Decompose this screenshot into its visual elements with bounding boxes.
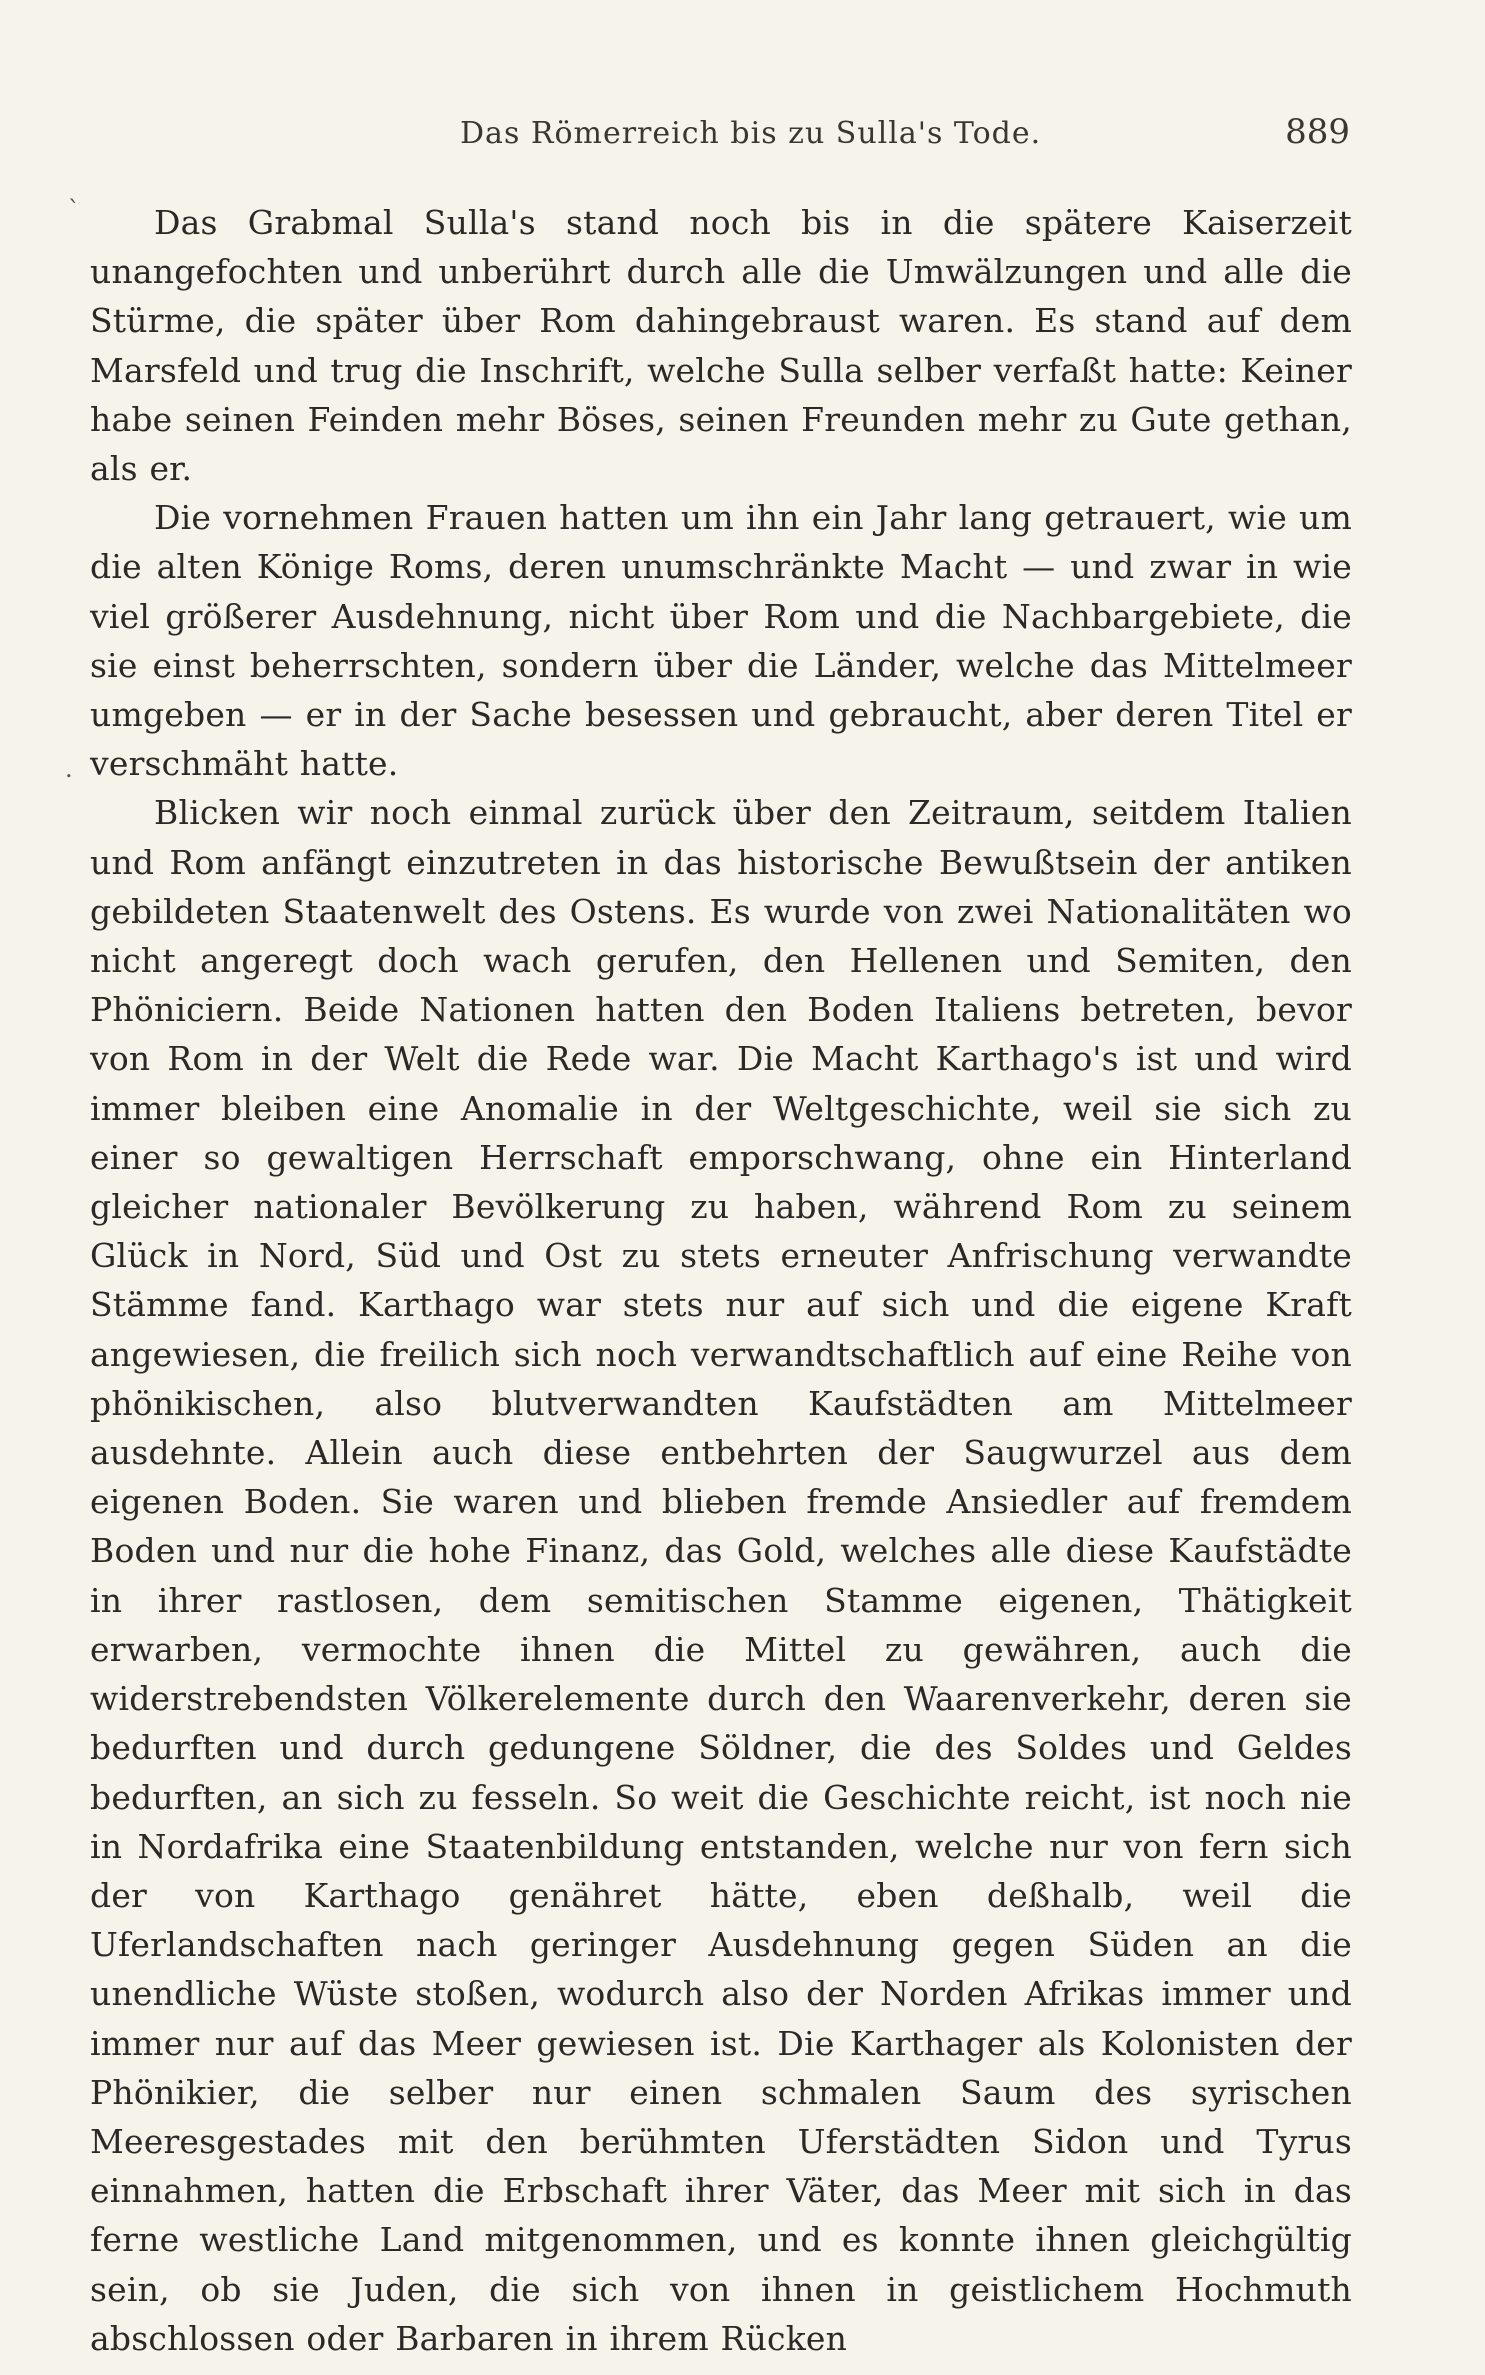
body-text <box>90 198 1352 2363</box>
page-header <box>90 112 1350 172</box>
page-number: 889 <box>1285 112 1350 152</box>
paragraph-mourning: Die vornehmen Frauen hatten um ihn ein Jahr lang getrauert, wie um die alten Könige Roms, deren unumschränkte Macht — und zwar in wie viel größerer Ausdehnung, nicht über Rom und die Nachbargebiete, die sie einst beherrschten, sondern über die Länder, welche das Mittelmeer umgeben — er in der Sache besessen und gebraucht, aber deren Titel er verschmäht hatte. <box>90 498 1352 784</box>
running-head: Das Römerreich bis zu Sulla's Tode. <box>460 116 1042 151</box>
margin-mark: . <box>65 755 73 783</box>
margin-mark: ˋ <box>68 196 80 224</box>
paragraph-retrospect: Blicken wir noch einmal zurück über den Zeitraum, seitdem Italien und Rom anfängt einzutreten in das historische Bewußtsein der antiken gebildeten Staatenwelt des Ostens. Es wurde von zwei Nationalitäten wo nicht angeregt doch wach gerufen, den Hellenen und Semiten, den Phöniciern. Beide Nationen hatten den Boden Italiens betreten, bevor von Rom in der Welt die Rede war. Die Macht Karthago's ist und wird immer bleiben eine Anomalie in der Weltgeschichte, weil sie sich zu einer so gewaltigen Herrschaft emporschwang, ohne ein Hinterland gleicher nationaler Bevölkerung zu haben, während Rom zu seinem Glück in Nord, Süd und Ost zu stets erneuter Anfrischung verwandte Stämme fand. Karthago war stets nur auf sich und die eigene Kraft angewiesen, die freilich sich noch verwandtschaftlich auf eine Reihe von phönikischen, also blutverwandten Kaufstädten am Mittelmeer ausdehnte. Allein auch diese entbehrten der Saugwurzel aus dem eigenen Boden. Sie waren und blieben fremde Ansiedler auf fremdem Boden und nur die hohe Finanz, das Gold, welches alle diese Kaufstädte in ihrer rastlosen, dem semitischen Stamme eigenen, Thätigkeit erwarben, vermochte ihnen die Mittel zu gewähren, auch die widerstrebendsten Völkerelemente durch den Waarenverkehr, deren sie bedurften und durch gedungene Söldner, die des Soldes und Geldes bedurften, an sich zu fesseln. So weit die Geschichte reicht, ist noch nie in Nordafrika eine Staatenbildung entstanden, welche nur von fern sich der von Karthago genähret hätte, eben deßhalb, weil die Uferlandschaften nach geringer Ausdehnung gegen Süden an die unendliche Wüste stoßen, wodurch also der Norden Afrikas immer und immer nur auf das Meer gewiesen ist. Die Karthager als Kolonisten der Phönikier, die selber nur einen schmalen Saum des syrischen Meeresgestades mit den berühmten Uferstädten Sidon und Tyrus einnahmen, hatten die Erbschaft ihrer Väter, das Meer mit sich in das ferne westliche Land mitgenommen, und es konnte ihnen gleichgültig sein, ob sie Juden, die sich von ihnen in geistlichem Hochmuth abschlossen oder Barbaren in ihrem Rücken <box>90 793 1352 2358</box>
paragraph-sulla-tomb: Das Grabmal Sulla's stand noch bis in die spätere Kaiserzeit unangefochten und unberührt durch alle die Umwälzungen und alle die Stürme, die später über Rom dahingebraust waren. Es stand auf dem Marsfeld und trug die Inschrift, welche Sulla selber verfaßt hatte: Keiner habe seinen Feinden mehr Böses, seinen Freunden mehr zu Gute gethan, als er. <box>90 203 1352 489</box>
